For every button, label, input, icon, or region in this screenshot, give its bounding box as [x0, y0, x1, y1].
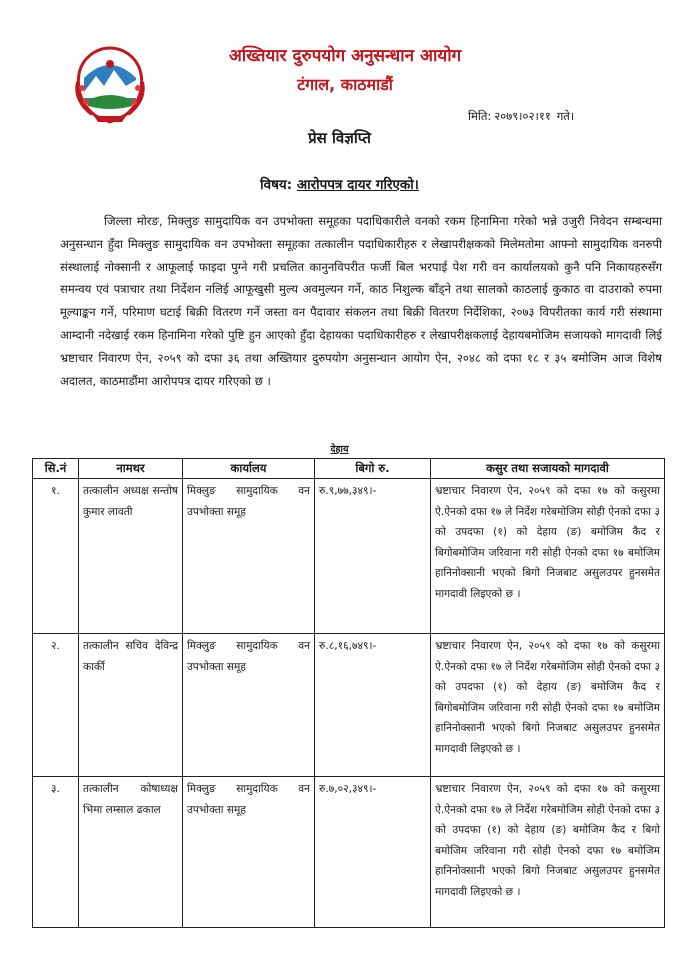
- cell-serial: १.: [33, 479, 79, 634]
- organization-address: टंगाल, काठमाडौं: [297, 75, 393, 94]
- date-suffix: गते।: [556, 109, 575, 123]
- header-serial: सि.नं: [33, 459, 79, 479]
- body-paragraph: जिल्ला मोरङ, मिक्लुङ सामुदायिक वन उपभोक्ता समूहका पदाधिकारीले वनको रकम हिनामिना गरेको भन्ने उजुरी निवेदन सम्बन्धमा अनुसन्धान हुँदा मिक्लुङ सामुदायिक वन उपभोक्ता समूहका तत्कालीन पदाधिकारीहरु र लेखापरीक्षकको मिलेमतोमा आफ्नो सामुदायिक वनरुपी संस्थालाई नोक्सानी र आफूलाई फाइदा पुग्ने गरी प्रचलित कानुनविपरीत फर्जी बिल भरपाई पेश गरी वन कार्यालयको कुनै पनि निकायहरुसँग समन्वय एवं पत्राचार तथा निर्देशन नलिई आफूखुसी मुल्य अवमुल्यन गर्ने, काठ निशुल्क बाँड्ने तथा सालको काठलाई कुकाठ वा दाउराको रुपमा मूल्याङ्कन गर्ने, परिमाण घटाई बिक्री वितरण गर्ने जस्ता वन पैदावार संकलन तथा बिक्री वितरण निर्देशिका, २०७३ विपरीतका कार्य गरी संस्थामा आम्दानी नदेखाई रकम हिनामिना गरेको पुष्टि हुन आएको हुँदा देहायका पदाधिकारीहरु र लेखापरीक्षकलाई देहायबमोजिम सजायको मागदावी लिई भ्रष्टाचार निवारण ऐन, २०५९ को दफा ३६ तथा अख्तियार दुरुपयोग अनुसन्धान आयोग ऐन, २०४८ को दफा १८ र ३५ बमोजिम आज विशेष अदालत, काठमाडौंमा आरोपपत्र दायर गरिएको छ ।: [60, 214, 662, 388]
- header-office: कार्यालय: [183, 459, 315, 479]
- nepal-government-emblem-icon: [66, 42, 154, 130]
- subject-line: [0, 175, 679, 195]
- cell-office: मिक्लुङ सामुदायिक वन उपभोक्ता समूह: [183, 479, 315, 634]
- date-label: मिति:: [468, 109, 492, 123]
- cell-charge: भ्रष्टाचार निवारण ऐन, २०५९ को दफा १७ को कसुरमा ऐ.ऐनको दफा १७ ले निर्देश गरेबमोजिम सोही ऐनको दफा ३ को उपदफा (१) को देहाय (ङ) बमोजिम कैद र बिगोबमोजिम जरिवाना गरी सोही ऐनको दफा १७ बमोजिम हानिनोक्सानी भएको बिगो निजबाट असुलउपर हुनसमेत मागदावी लिइएको छ ।: [431, 634, 665, 777]
- cell-charge: भ्रष्टाचार निवारण ऐन, २०५९ को दफा १७ को कसुरमा ऐ.ऐनको दफा १७ ले निर्देश गरेबमोजिम सोही ऐनको दफा ३ को उपदफा (१) को देहाय (ङ) बमोजिम कैद र बिगोबमोजिम जरिवाना गरी सोही ऐनको दफा १७ बमोजिम हानिनोक्सानी भएको बिगो निजबाट असुलउपर हुनसमेत मागदावी लिइएको छ ।: [431, 479, 665, 634]
- cell-office: मिक्लुङ सामुदायिक वन उपभोक्ता समूह: [183, 777, 315, 928]
- subject-label: विषय:: [260, 177, 293, 193]
- table-row: [33, 777, 665, 928]
- header-name: नामथर: [79, 459, 183, 479]
- cell-office: मिक्लुङ सामुदायिक वन उपभोक्ता समूह: [183, 634, 315, 777]
- table-row: [33, 479, 665, 634]
- cell-serial: ३.: [33, 777, 79, 928]
- cell-amount: रु.७,०२,३४९।-: [315, 777, 431, 928]
- table-row: [33, 634, 665, 777]
- header-amount: बिगो रु.: [315, 459, 431, 479]
- cell-amount: रु.९,७७,३४९।-: [315, 479, 431, 634]
- cell-name: तत्कालीन सचिव देविन्द्र कार्की: [79, 634, 183, 777]
- cell-name: तत्कालीन कोषाध्यक्ष भिमा लम्साल ढकाल: [79, 777, 183, 928]
- table-header-row: [33, 459, 665, 479]
- page-title: प्रेस विज्ञप्ति: [308, 129, 371, 147]
- subject-value: आरोपपत्र दायर गरिएको।: [296, 177, 419, 193]
- cell-charge: भ्रष्टाचार निवारण ऐन, २०५९ को दफा १७ को कसुरमा ऐ.ऐनको दफा १७ ले निर्देश गरेबमोजिम सोही ऐनको दफा ३ को उपदफा (१) को देहाय (ङ) बमोजिम कैद र बिगो बमोजिम जरिवाना गरी सोही ऐनको दफा १७ बमोजिम हानिनोक्सानी भएको बिगो निजबाट असुलउपर हुनसमेत मागदावी लिइएको छ ।: [431, 777, 665, 928]
- accused-table: [32, 458, 665, 928]
- header-charge: कसुर तथा सजायको मागदावी: [431, 459, 665, 479]
- table-caption: देहाय: [330, 444, 349, 455]
- organization-name: अख्तियार दुरुपयोग अनुसन्धान आयोग: [228, 46, 462, 66]
- date-value: २०७९।०२।११: [494, 109, 551, 123]
- cell-serial: २.: [33, 634, 79, 777]
- date-line: [468, 108, 658, 124]
- cell-amount: रु.८,१६,७४९।-: [315, 634, 431, 777]
- cell-name: तत्कालीन अध्यक्ष सन्तोष कुमार लावती: [79, 479, 183, 634]
